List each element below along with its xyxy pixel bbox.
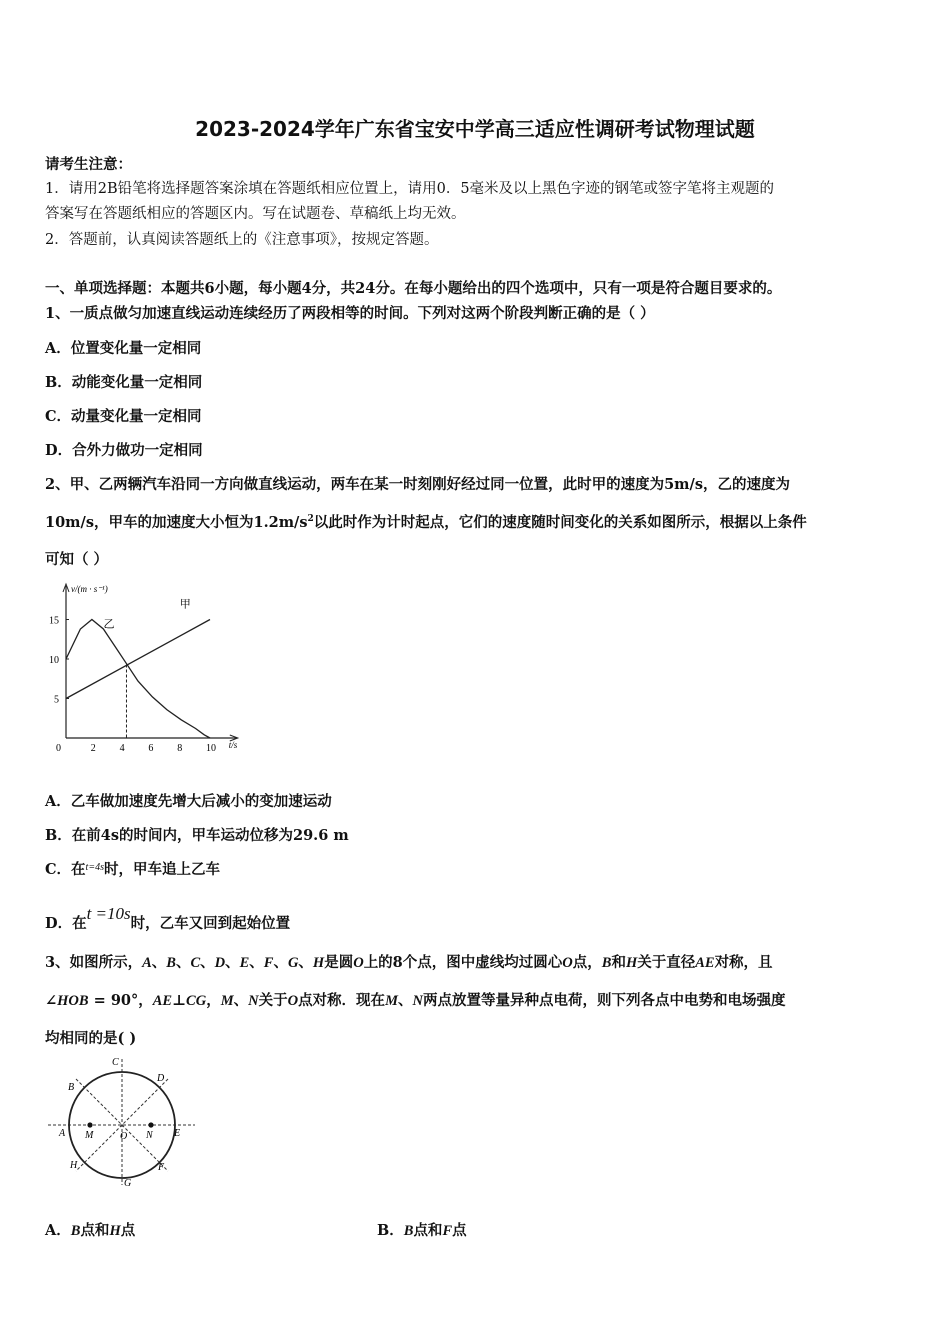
notice-line-1b: 答案写在答题纸相应的答题区内。写在试题卷、草稿纸上均无效。 (45, 206, 466, 222)
q3-stem-line-2-part: 、 (397, 992, 413, 1009)
q2-c-post: 时，甲车追上乙车 (103, 861, 220, 878)
q3-option-b-part: 点和 (413, 1222, 443, 1239)
page-title: 2023-2024学年广东省宝安中学高三适应性调研考试物理试题 (195, 117, 755, 141)
q3-stem-line-3: 均相同的是( ) (45, 1030, 137, 1047)
q3-stem-line-1-part: 、 (273, 954, 288, 971)
q3-stem-line-2-part: = 90°， (88, 992, 153, 1009)
q3-option-b-part: B． (377, 1222, 404, 1239)
q3-option-a-part: B (70, 1223, 81, 1239)
q3-stem-line-1-part: H (312, 955, 325, 971)
q3-stem-line-2-part: N (412, 993, 423, 1009)
q2-stem-sup: 2 (307, 514, 314, 525)
x-tick-label: 10 (206, 743, 216, 754)
q2-stem-2b: 以此时作为计时起点，它们的速度随时间变化的关系如图所示，根据以上条件 (313, 514, 807, 531)
q3-stem-line-2-part: 关于 (258, 992, 288, 1009)
q3-stem-line-2 (45, 989, 785, 1010)
q2-stem-line-3: 可知（ ） (45, 551, 109, 568)
label-o: O (120, 1131, 128, 1142)
series-line-jia (66, 620, 210, 699)
section-1-heading: 一、单项选择题：本题共6小题，每小题4分，共24分。在每小题给出的四个选项中，只有一项是符合题目要求的。 (45, 280, 782, 297)
q3-stem-line-1-part: AE (695, 955, 715, 971)
q2-d-pre: D．在 (45, 915, 87, 932)
label-d: D (157, 1073, 165, 1084)
q3-stem-line-1-part: 上的8个点，图中虚线均过圆心 (363, 954, 563, 971)
q2-option-a: A．乙车做加速度先增大后减小的变加速运动 (45, 793, 332, 810)
q3-option-a-part: 点 (120, 1222, 136, 1239)
q3-stem-line-2-part: O (287, 993, 299, 1009)
x-tick-label: 2 (90, 743, 96, 754)
y-axis-label: v/(m · s⁻¹) (71, 584, 108, 594)
series-label-yi: 乙 (103, 618, 115, 631)
label-e: E (174, 1128, 181, 1139)
q3-stem-line-1-part: 、 (225, 954, 240, 971)
q1-option-a: A．位置变化量一定相同 (45, 340, 202, 357)
q3-stem-line-2-part: M (385, 993, 398, 1009)
q3-stem-line-1-part: 、 (249, 954, 264, 971)
q3-stem-line-2-part: ⊥ (172, 992, 187, 1009)
q1-option-d: D．合外力做功一定相同 (45, 442, 203, 459)
q3-stem-line-2-part: 、 (233, 992, 249, 1009)
q3-stem-line-1-part: F (263, 955, 274, 971)
x-tick-label: 0 (56, 743, 61, 754)
q3-option-a (45, 1219, 135, 1240)
q3-stem-line-1-part: A (142, 955, 152, 971)
q1-option-b: B．动能变化量一定相同 (45, 374, 203, 391)
point-m (87, 1122, 92, 1127)
q3-stem-line-1-part: B (166, 955, 176, 971)
x-tick-label: 4 (119, 743, 125, 754)
q3-stem-line-1-part: 关于直径 (637, 954, 696, 971)
q3-stem-line-1-part: 、 (298, 954, 313, 971)
q3-option-b-part: F (442, 1223, 453, 1239)
q3-stem-line-2-part: N (248, 993, 259, 1009)
q3-stem-line-2-part: ， (206, 992, 221, 1009)
q3-option-a-part: H (109, 1223, 121, 1239)
q3-stem-line-1-part: 是圆 (324, 954, 354, 971)
q2-stem-line-2 (45, 511, 807, 532)
q3-stem-line-1-part: 3、如图所示， (45, 954, 143, 971)
q3-stem-line-2-part: 点对称．现在 (298, 992, 386, 1009)
notice-heading: 请考生注意： (45, 156, 132, 173)
x-tick-label: 6 (148, 743, 154, 754)
q3-stem-line-1 (45, 951, 773, 972)
q2-option-d (45, 904, 290, 933)
label-f: F (158, 1162, 165, 1173)
q3-stem-line-2-part: AE (152, 993, 173, 1009)
q3-stem-line-2-part: ∠ (45, 992, 58, 1009)
velocity-time-graph (38, 578, 258, 758)
label-m: M (85, 1130, 94, 1141)
q2-c-math: t=4s (85, 862, 104, 873)
q3-stem-line-1-part: 点， (572, 954, 602, 971)
q1-option-c: C．动量变化量一定相同 (45, 408, 202, 425)
x-axis-label: t/s (228, 740, 238, 750)
q3-stem-line-1-part: 、 (175, 954, 191, 971)
notice-line-1: 1．请用2B铅笔将选择题答案涂填在答题纸相应位置上，请用0．5毫米及以上黑色字迹的钢笔或签字笔将主观题的 (45, 181, 775, 197)
q3-stem-line-1-part: 、 (200, 954, 215, 971)
q3-stem-line-1-part: G (287, 955, 299, 971)
point-n (148, 1122, 153, 1127)
series-line-yi (66, 620, 210, 739)
vt-chart-group (49, 584, 238, 754)
circle-diagram (45, 1057, 205, 1189)
q3-option-b (377, 1219, 467, 1240)
q3-option-a-part: A． (45, 1222, 71, 1239)
q3-stem-line-1-part: 、 (151, 954, 167, 971)
q2-d-math: t =10s (86, 904, 131, 923)
label-n: N (146, 1130, 153, 1141)
q1-stem: 1、一质点做匀加速直线运动连续经历了两段相等的时间。下列对这两个阶段判断正确的是（ ） (45, 305, 655, 322)
q3-stem-line-1-part: O (353, 955, 364, 971)
q3-option-b-part: B (403, 1223, 414, 1239)
q2-option-b: B．在前4s的时间内，甲车运动位移为29.6 m (45, 827, 349, 844)
q2-stem-line-1: 2、甲、乙两辆汽车沿同一方向做直线运动，两车在某一时刻刚好经过同一位置，此时甲的速度为5m/s，乙的速度为 (45, 476, 790, 493)
q2-c-pre: C．在 (45, 861, 86, 878)
q3-option-b-part: 点 (452, 1222, 467, 1239)
q2-d-post: 时，乙车又回到起始位置 (130, 915, 291, 932)
y-tick-label: 5 (54, 694, 59, 706)
q3-stem-line-2-part: HOB (57, 993, 89, 1009)
series-label-jia: 甲 (179, 598, 191, 611)
label-c: C (112, 1057, 119, 1068)
q3-stem-line-2-part: 两点放置等量异种点电荷，则下列各点中电势和电场强度 (422, 992, 786, 1009)
q3-stem-line-1-part: D (214, 955, 226, 971)
q3-stem-line-1-part: C (190, 955, 201, 971)
y-tick-label: 15 (49, 615, 59, 627)
q3-stem-line-1-part: O (562, 955, 573, 971)
q3-stem-line-1-part: H (625, 955, 638, 971)
notice-line-2: 2．答题前，认真阅读答题纸上的《注意事项》，按规定答题。 (45, 232, 439, 248)
x-tick-label: 8 (177, 743, 183, 754)
q3-stem-line-2-part: M (220, 993, 234, 1009)
q3-stem-line-2-part: CG (186, 993, 207, 1009)
y-tick-label: 10 (49, 655, 59, 666)
q3-stem-line-1-part: B (601, 955, 612, 971)
q2-option-c (45, 858, 220, 879)
q2-stem-2a: 10m/s，甲车的加速度大小恒为1.2m/s (45, 514, 308, 531)
q3-option-a-part: 点和 (80, 1222, 110, 1239)
label-h: H (70, 1160, 78, 1171)
label-g: G (124, 1178, 132, 1189)
q3-stem-line-1-part: 对称，且 (714, 954, 773, 971)
q3-stem-line-1-part: E (239, 955, 250, 971)
q3-stem-line-1-part: 和 (611, 954, 626, 971)
label-a: A (59, 1128, 66, 1139)
label-b: B (68, 1082, 75, 1093)
